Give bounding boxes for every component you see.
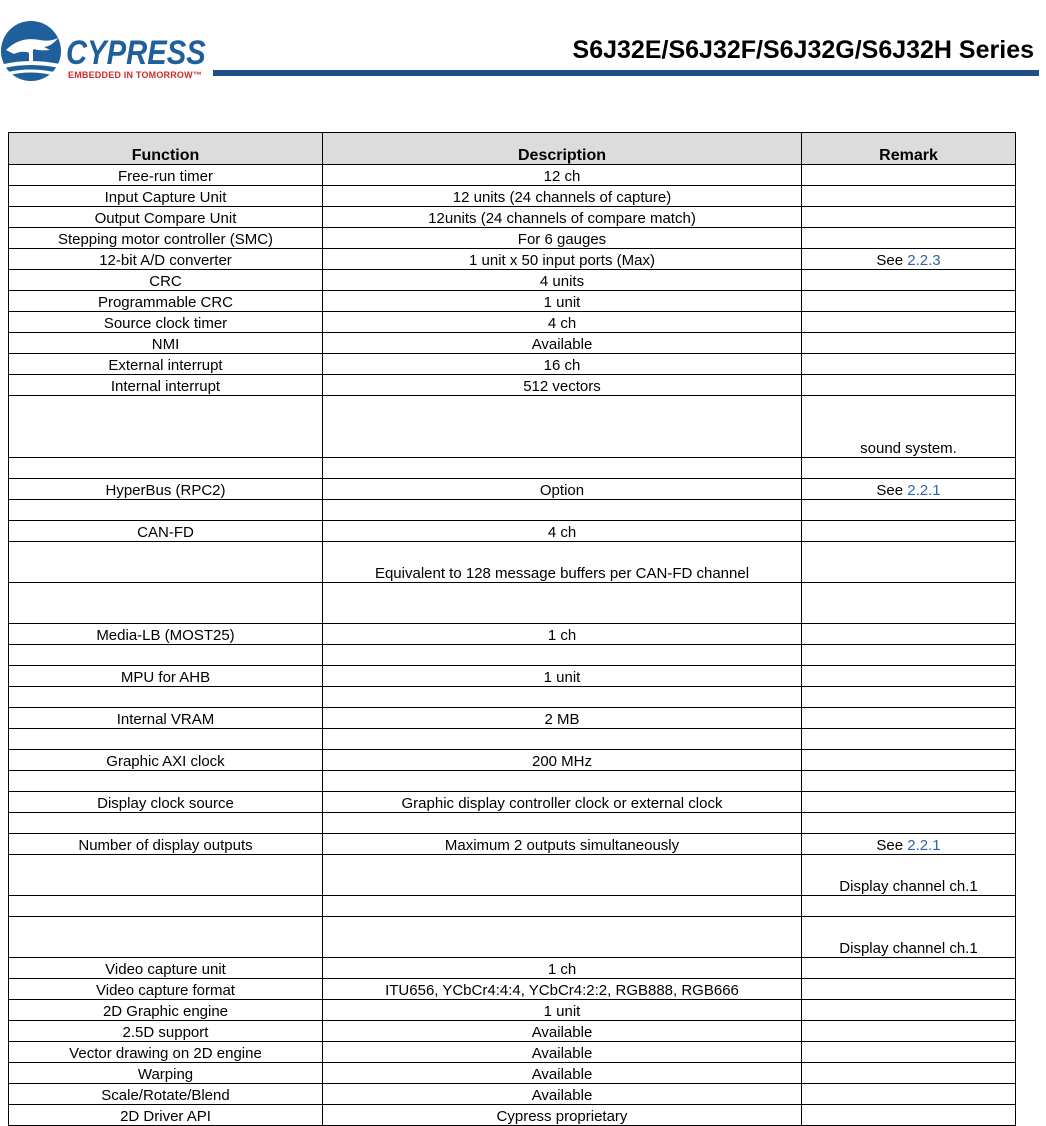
table-row bbox=[9, 750, 1016, 771]
table-row bbox=[9, 1105, 1016, 1126]
cell-description: 512 vectors bbox=[323, 375, 802, 396]
cell-function: 2D Driver API bbox=[9, 1105, 323, 1126]
cell-remark bbox=[802, 792, 1016, 813]
cell-description: For 6 gauges bbox=[323, 228, 802, 249]
table-row bbox=[9, 479, 1016, 500]
cell-description: Option bbox=[323, 479, 802, 500]
remark-text: Display channel ch.1 bbox=[839, 878, 978, 895]
cell-description: Available bbox=[323, 1063, 802, 1084]
cell-function: Programmable CRC bbox=[9, 291, 323, 312]
cell-description: Available bbox=[323, 1042, 802, 1063]
cell-remark bbox=[802, 624, 1016, 645]
table-row bbox=[9, 708, 1016, 729]
cell-description: Equivalent to 128 message buffers per CAN-FD channel bbox=[323, 542, 802, 583]
cell-remark bbox=[802, 834, 1016, 855]
table-body bbox=[9, 165, 1016, 1126]
cell-remark bbox=[802, 500, 1016, 521]
cell-function bbox=[9, 500, 323, 521]
table-row bbox=[9, 165, 1016, 186]
table-row bbox=[9, 771, 1016, 792]
cell-remark bbox=[802, 479, 1016, 500]
cell-remark bbox=[802, 1063, 1016, 1084]
cell-function: Output Compare Unit bbox=[9, 207, 323, 228]
cell-description: 4 units bbox=[323, 270, 802, 291]
cell-function: Internal interrupt bbox=[9, 375, 323, 396]
table-row bbox=[9, 813, 1016, 834]
cell-description bbox=[323, 396, 802, 458]
logo-tagline: EMBEDDED IN TOMORROW™ bbox=[68, 70, 203, 80]
column-header-function: Function bbox=[9, 133, 323, 165]
table-row bbox=[9, 1084, 1016, 1105]
cell-function bbox=[9, 771, 323, 792]
cell-remark bbox=[802, 1042, 1016, 1063]
cell-remark bbox=[802, 855, 1016, 896]
cell-remark bbox=[802, 958, 1016, 979]
cell-remark bbox=[802, 708, 1016, 729]
cell-description bbox=[323, 500, 802, 521]
cell-remark bbox=[802, 521, 1016, 542]
section-link[interactable]: 2.2.3 bbox=[907, 252, 941, 269]
cell-function: 2.5D support bbox=[9, 1021, 323, 1042]
cell-function bbox=[9, 458, 323, 479]
cell-description: 12units (24 channels of compare match) bbox=[323, 207, 802, 228]
remark-text: See bbox=[876, 252, 908, 269]
function-table bbox=[8, 132, 1016, 1126]
cell-remark bbox=[802, 207, 1016, 228]
cell-remark bbox=[802, 813, 1016, 834]
cell-remark bbox=[802, 771, 1016, 792]
table-row bbox=[9, 521, 1016, 542]
cell-function: Internal VRAM bbox=[9, 708, 323, 729]
cell-description: Available bbox=[323, 1084, 802, 1105]
cell-remark bbox=[802, 165, 1016, 186]
cell-function: Input Capture Unit bbox=[9, 186, 323, 207]
cell-description: 1 ch bbox=[323, 958, 802, 979]
cell-description bbox=[323, 458, 802, 479]
table-row bbox=[9, 896, 1016, 917]
cell-description: Maximum 2 outputs simultaneously bbox=[323, 834, 802, 855]
cypress-logo bbox=[0, 18, 210, 84]
cell-remark bbox=[802, 354, 1016, 375]
cell-description: 4 ch bbox=[323, 312, 802, 333]
table-row bbox=[9, 270, 1016, 291]
cell-description: Available bbox=[323, 1021, 802, 1042]
table-row bbox=[9, 500, 1016, 521]
document-title: S6J32E/S6J32F/S6J32G/S6J32H Series bbox=[572, 36, 1034, 64]
table-row bbox=[9, 375, 1016, 396]
cell-function bbox=[9, 396, 323, 458]
remark-text: See bbox=[876, 482, 908, 499]
cell-remark bbox=[802, 687, 1016, 708]
table-row bbox=[9, 645, 1016, 666]
cell-description bbox=[323, 687, 802, 708]
cell-remark bbox=[802, 333, 1016, 354]
table-row bbox=[9, 729, 1016, 750]
section-link[interactable]: 2.2.1 bbox=[907, 837, 941, 854]
remark-text: sound system. bbox=[860, 440, 957, 457]
cell-function: HyperBus (RPC2) bbox=[9, 479, 323, 500]
table-row bbox=[9, 291, 1016, 312]
cell-function: NMI bbox=[9, 333, 323, 354]
cell-description: 4 ch bbox=[323, 521, 802, 542]
cell-function bbox=[9, 896, 323, 917]
table-row bbox=[9, 458, 1016, 479]
cell-description: 200 MHz bbox=[323, 750, 802, 771]
cell-remark bbox=[802, 228, 1016, 249]
cell-description bbox=[323, 729, 802, 750]
cell-function bbox=[9, 917, 323, 958]
cell-description bbox=[323, 645, 802, 666]
cell-function bbox=[9, 729, 323, 750]
remark-text: See bbox=[876, 837, 908, 854]
table-row bbox=[9, 312, 1016, 333]
cell-function: Source clock timer bbox=[9, 312, 323, 333]
cell-remark bbox=[802, 1084, 1016, 1105]
cell-remark bbox=[802, 645, 1016, 666]
table-row bbox=[9, 228, 1016, 249]
table-row bbox=[9, 917, 1016, 958]
cell-remark bbox=[802, 249, 1016, 270]
cell-function bbox=[9, 645, 323, 666]
table-row bbox=[9, 1063, 1016, 1084]
cell-description: 1 unit bbox=[323, 1000, 802, 1021]
cell-description bbox=[323, 917, 802, 958]
cell-remark bbox=[802, 396, 1016, 458]
table-row bbox=[9, 396, 1016, 458]
cell-function: Media-LB (MOST25) bbox=[9, 624, 323, 645]
cell-remark bbox=[802, 291, 1016, 312]
cell-remark bbox=[802, 729, 1016, 750]
cell-description bbox=[323, 813, 802, 834]
table-row bbox=[9, 666, 1016, 687]
cell-function: Display clock source bbox=[9, 792, 323, 813]
cell-remark bbox=[802, 458, 1016, 479]
cell-remark bbox=[802, 583, 1016, 624]
cell-function bbox=[9, 583, 323, 624]
cell-description: 2 MB bbox=[323, 708, 802, 729]
cell-remark bbox=[802, 1000, 1016, 1021]
table-row bbox=[9, 583, 1016, 624]
cell-function: Video capture unit bbox=[9, 958, 323, 979]
cell-remark bbox=[802, 312, 1016, 333]
cell-description: 1 unit bbox=[323, 291, 802, 312]
table-row bbox=[9, 792, 1016, 813]
cell-function: Vector drawing on 2D engine bbox=[9, 1042, 323, 1063]
logo-wordmark: CYPRESS bbox=[66, 34, 206, 72]
cell-description bbox=[323, 855, 802, 896]
cell-description bbox=[323, 771, 802, 792]
table-row bbox=[9, 249, 1016, 270]
cell-remark bbox=[802, 186, 1016, 207]
cell-remark bbox=[802, 979, 1016, 1000]
cell-function bbox=[9, 687, 323, 708]
header-rule bbox=[213, 70, 1039, 76]
cypress-tree-icon bbox=[0, 20, 64, 84]
cell-function: Number of display outputs bbox=[9, 834, 323, 855]
cell-description bbox=[323, 896, 802, 917]
cell-remark bbox=[802, 666, 1016, 687]
column-header-remark: Remark bbox=[802, 133, 1016, 165]
table-row bbox=[9, 855, 1016, 896]
table-row bbox=[9, 333, 1016, 354]
cell-description: Available bbox=[323, 333, 802, 354]
column-header-description: Description bbox=[323, 133, 802, 165]
table-row bbox=[9, 624, 1016, 645]
table-row bbox=[9, 207, 1016, 228]
table-row bbox=[9, 354, 1016, 375]
table-row bbox=[9, 958, 1016, 979]
cell-description: 12 units (24 channels of capture) bbox=[323, 186, 802, 207]
cell-remark bbox=[802, 270, 1016, 291]
cell-remark bbox=[802, 917, 1016, 958]
cell-description: Graphic display controller clock or external clock bbox=[323, 792, 802, 813]
cell-description: 1 unit bbox=[323, 666, 802, 687]
remark-text: Display channel ch.1 bbox=[839, 940, 978, 957]
table-header-row bbox=[9, 133, 1016, 165]
table-row bbox=[9, 979, 1016, 1000]
cell-function bbox=[9, 855, 323, 896]
cell-function: Warping bbox=[9, 1063, 323, 1084]
cell-remark bbox=[802, 375, 1016, 396]
cell-description: 12 ch bbox=[323, 165, 802, 186]
cell-function: Scale/Rotate/Blend bbox=[9, 1084, 323, 1105]
table-row bbox=[9, 834, 1016, 855]
cell-function: MPU for AHB bbox=[9, 666, 323, 687]
table-row bbox=[9, 1000, 1016, 1021]
table-row bbox=[9, 1021, 1016, 1042]
cell-function bbox=[9, 813, 323, 834]
cell-remark bbox=[802, 750, 1016, 771]
cell-remark bbox=[802, 896, 1016, 917]
cell-description: 1 unit x 50 input ports (Max) bbox=[323, 249, 802, 270]
cell-function: Video capture format bbox=[9, 979, 323, 1000]
cell-description: ITU656, YCbCr4:4:4, YCbCr4:2:2, RGB888, RGB666 bbox=[323, 979, 802, 1000]
cell-remark bbox=[802, 1105, 1016, 1126]
table-row bbox=[9, 186, 1016, 207]
cell-function: Free-run timer bbox=[9, 165, 323, 186]
cell-function: 12-bit A/D converter bbox=[9, 249, 323, 270]
cell-remark bbox=[802, 542, 1016, 583]
table-row bbox=[9, 687, 1016, 708]
cell-function: Stepping motor controller (SMC) bbox=[9, 228, 323, 249]
cell-function: External interrupt bbox=[9, 354, 323, 375]
cell-description: 16 ch bbox=[323, 354, 802, 375]
cell-function: CAN-FD bbox=[9, 521, 323, 542]
cell-remark bbox=[802, 1021, 1016, 1042]
section-link[interactable]: 2.2.1 bbox=[907, 482, 941, 499]
cell-description: 1 ch bbox=[323, 624, 802, 645]
table-row bbox=[9, 1042, 1016, 1063]
cell-function: 2D Graphic engine bbox=[9, 1000, 323, 1021]
cell-function: CRC bbox=[9, 270, 323, 291]
cell-function bbox=[9, 542, 323, 583]
cell-function: Graphic AXI clock bbox=[9, 750, 323, 771]
cell-description bbox=[323, 583, 802, 624]
table-row bbox=[9, 542, 1016, 583]
cell-description: Cypress proprietary bbox=[323, 1105, 802, 1126]
